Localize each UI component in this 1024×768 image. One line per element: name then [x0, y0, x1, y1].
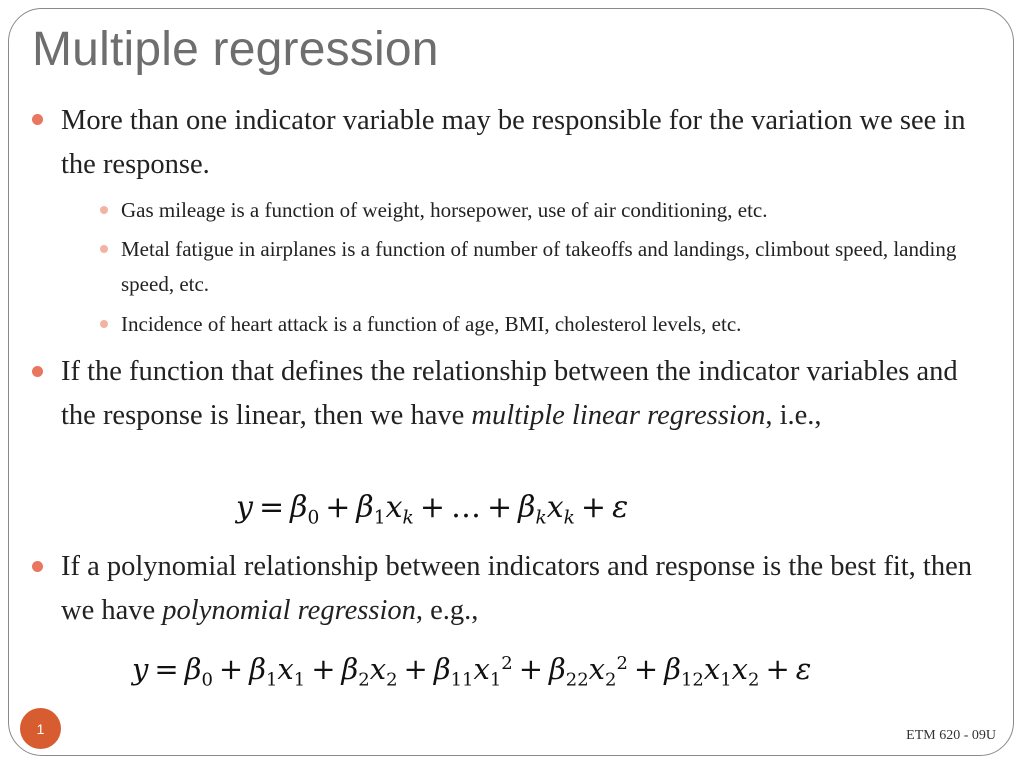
sub-bullet-dot	[100, 206, 108, 214]
bullet-text-1: More than one indicator variable may be responsible for the variation we see in the response.	[61, 105, 966, 180]
bullet-text-3-lead: If a polynomial relationship between indicators and response is the best fit, then we have	[61, 551, 972, 626]
sub-bullet-dot	[100, 320, 108, 328]
term-polynomial-regression: polynomial regression	[162, 595, 416, 626]
bullet-dot	[32, 114, 43, 125]
bullet-dot	[32, 366, 43, 377]
slide-title: Multiple regression	[32, 23, 439, 76]
bullet-text-3-tail: , e.g.,	[415, 595, 479, 626]
bullet-text-2	[61, 350, 996, 438]
sub-bullet-text-3: Incidence of heart attack is a function of age, BMI, cholesterol levels, etc.	[121, 312, 742, 336]
sub-bullet-text-1: Gas mileage is a function of weight, horsepower, use of air conditioning, etc.	[121, 198, 768, 222]
sub-bullet-dot	[100, 245, 108, 253]
term-multiple-linear-regression: multiple linear regression	[471, 400, 766, 431]
bullet-text-2-tail: , i.e.,	[765, 400, 822, 431]
page-number-badge: 1	[20, 708, 61, 749]
bullet-text-2-lead: If the function that defines the relationship between the indicator variables and the response is linear, then we have	[61, 356, 958, 431]
equation-linear: $y = \beta_0 + \beta_1x_k$ + … + $\beta_kx_k + \varepsilon$	[236, 490, 629, 529]
equation-polynomial: $y = \beta_0 + \beta_1x_1 + \beta_2x_2 + \beta_{11}x_1^2 + \beta_{22}x_2^2 + \beta_{12}x_1x_2 + \varepsilon$	[132, 652, 812, 691]
bullet-dot	[32, 561, 43, 572]
bullet-text-3	[61, 545, 996, 633]
sub-bullet-text-2: Metal fatigue in airplanes is a function of number of takeoffs and landings, climbout speed, landing speed, etc.	[121, 237, 957, 296]
footer-course-label: ETM 620 - 09U	[906, 728, 996, 743]
